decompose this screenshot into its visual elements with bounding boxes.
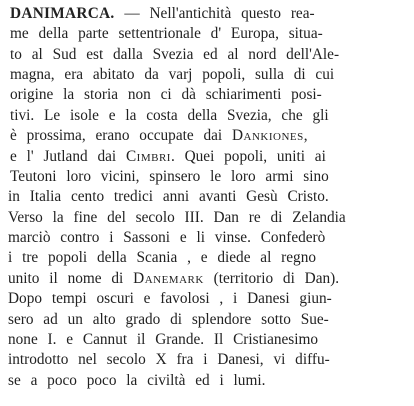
text-run: se a poco poco la civiltà ed i lumi. <box>8 372 266 389</box>
text-line <box>8 269 339 289</box>
text-run: tivi. Le isole e la costa della Svezia, che gli <box>10 107 329 124</box>
text-line <box>10 45 339 65</box>
text-line <box>10 85 322 105</box>
text-run: unito il nome di <box>8 270 134 287</box>
text-line <box>8 371 265 391</box>
small-caps-term: Cimbri <box>125 148 171 165</box>
text-line <box>10 167 329 187</box>
text-run: marciò contro i Sassoni e li vinse. Confederò <box>8 229 326 246</box>
text-run: in Italia cento tredici anni avanti Gesù Cristo. <box>8 188 329 205</box>
text-run: — Nell'antichità questo rea- <box>114 5 315 22</box>
text-line <box>10 24 323 44</box>
text-line <box>8 228 325 248</box>
text-run: to al Sud est dalla Svezia ed al nord dell'Ale- <box>10 46 340 63</box>
text-line <box>10 65 334 85</box>
text-run: Teutoni loro vicini, spinsero le loro armi sino <box>10 168 329 185</box>
text-run: (territorio di Dan). <box>203 270 340 287</box>
text-run: magna, era abitato da varj popoli, sulla di cui <box>10 66 335 83</box>
text-line <box>10 106 329 126</box>
text-run: Dopo tempi oscuri e favolosi , i Danesi giun- <box>8 290 332 307</box>
entry-heading: DANIMARCA. <box>10 5 115 22</box>
text-line <box>10 147 326 167</box>
text-run: Verso la fine del secolo III. Dan re di Zelandia <box>8 209 346 226</box>
text-line <box>8 310 329 330</box>
text-line <box>8 289 332 309</box>
text-line <box>8 330 318 350</box>
small-caps-term: Danemark <box>133 270 204 287</box>
text-run: me della parte settentrionale d' Europa, situa- <box>10 25 323 42</box>
text-line <box>8 187 329 207</box>
text-run: è prossima, erano occupate dai <box>10 127 232 144</box>
text-run: , <box>303 127 308 144</box>
text-line <box>8 248 316 268</box>
text-line <box>10 126 308 146</box>
small-caps-term: Dankiones <box>231 127 304 144</box>
text-line <box>8 208 346 228</box>
text-run: introdotto nel secolo X fra i Danesi, vi diffu- <box>8 351 330 368</box>
text-line <box>8 350 330 370</box>
text-run: . Quei popoli, uniti ai <box>170 148 326 165</box>
text-run: i tre popoli della Scania , e diede al regno <box>8 249 317 266</box>
text-line <box>10 4 315 24</box>
text-run: sero ad un alto grado di splendore sotto Sue- <box>8 311 329 328</box>
text-run: e l' Jutland dai <box>10 148 126 165</box>
text-run: origine la storia non ci dà schiarimenti posi- <box>10 86 322 103</box>
text-run: none I. e Cannut il Grande. Il Cristianesimo <box>8 331 319 348</box>
